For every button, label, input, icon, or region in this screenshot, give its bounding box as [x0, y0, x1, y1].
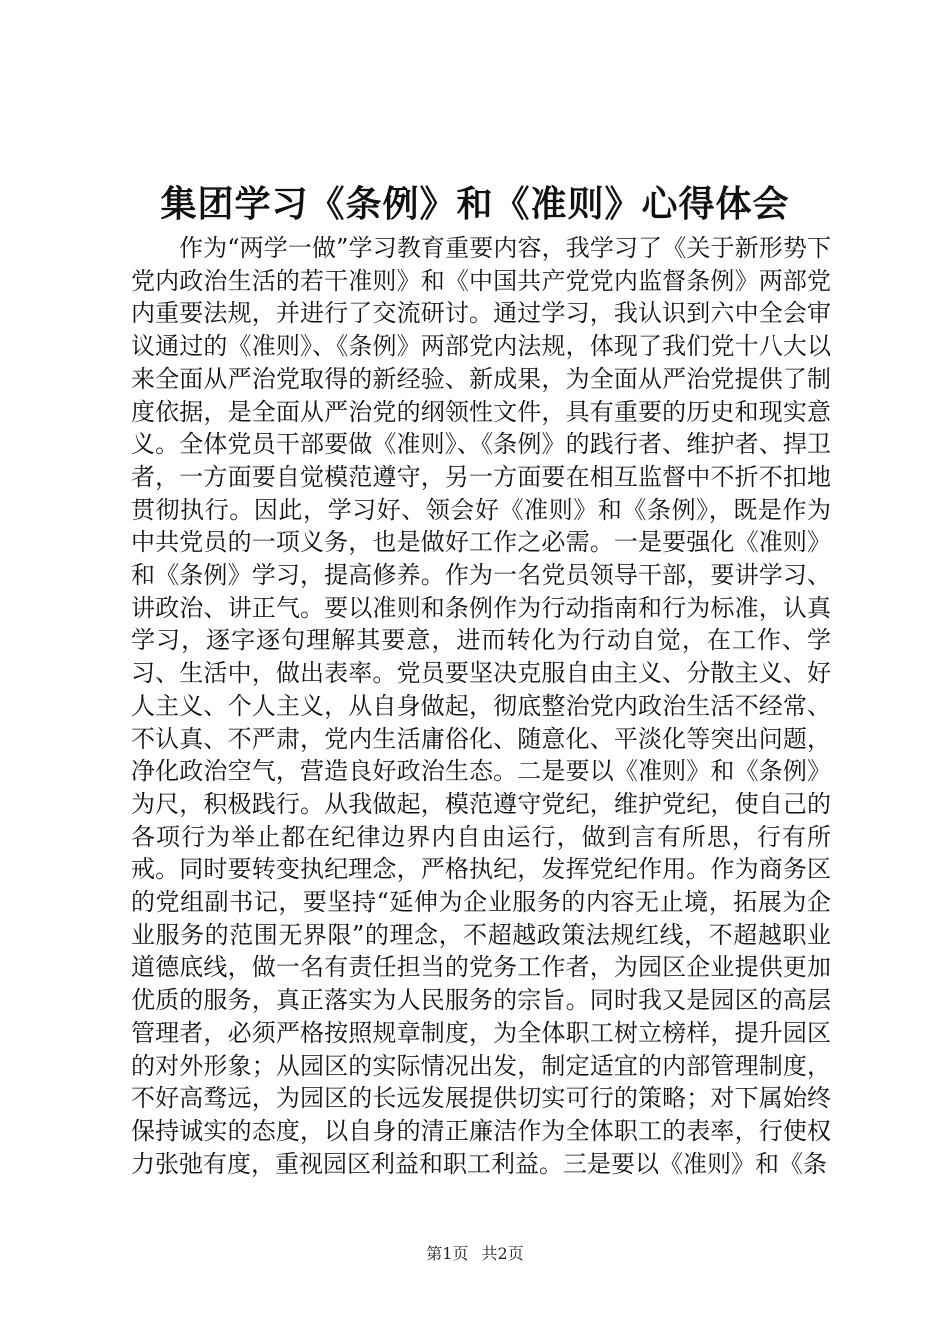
- document-title: 集团学习《条例》和《准则》心得体会: [160, 183, 790, 225]
- page-number: 第1页: [426, 1244, 469, 1263]
- body-paragraph: 作为“两学一做”学习教育重要内容，我学习了《关于新形势下党内政治生活的若干准则》和《中国共产党党内监督条例》两部党内重要法规，并进行了交流研讨。通过学习，我认识到六中全会审议通过的《准则》、《条例》两部党内法规，体现了我们党十八大以来全面从严治党取得的新经验、新成果，为全面从严治党提供了制度依据，是全面从严治党的纲领性文件，具有重要的历史和现实意义。全体党员干部要做《准则》、《条例》的践行者、维护者、捍卫者，一方面要自觉模范遵守，另一方面要在相互监督中不折不扣地贯彻执行。因此，学习好、领会好《准则》和《条例》，既是作为中共党员的一项义务，也是做好工作之必需。一是要强化《准则》和《条例》学习，提高修养。作为一名党员领导干部，要讲学习、讲政治、讲正气。要以准则和条例作为行动指南和行为标准，认真学习，逐字逐句理解其要意，进而转化为行动自觉，在工作、学习、生活中，做出表率。党员要坚决克服自由主义、分散主义、好人主义、个人主义，从自身做起，彻底整治党内政治生活不经常、不认真、不严肃，党内生活庸俗化、随意化、平淡化等突出问题，净化政治空气，营造良好政治生态。二是要以《准则》和《条例》为尺，积极践行。从我做起，模范遵守党纪，维护党纪，使自己的各项行为举止都在纪律边界内自由运行，做到言有所思，行有所戒。同时要转变执纪理念，严格执纪，发挥党纪作用。作为商务区的党组副书记，要坚持“延伸为企业服务的内容无止境，拓展为企业服务的范围无界限”的理念，不超越政策法规红线，不超越职业道德底线，做一名有责任担当的党务工作者，为园区企业提供更加优质的服务，真正落实为人民服务的宗旨。同时我又是园区的高层管理者，必须严格按照规章制度，为全体职工树立榜样，提升园区的对外形象；从园区的实际情况出发，制定适宜的内部管理制度，不好高骛远，为园区的长远发展提供切实可行的策略；对下属始终保持诚实的态度，以自身的清正廉洁作为全体职工的表率，行使权力张弛有度，重视园区利益和职工利益。三是要以《准则》和《条: [131, 234, 831, 1178]
- page-total: 共2页: [481, 1244, 524, 1263]
- page-footer: [0, 1244, 950, 1264]
